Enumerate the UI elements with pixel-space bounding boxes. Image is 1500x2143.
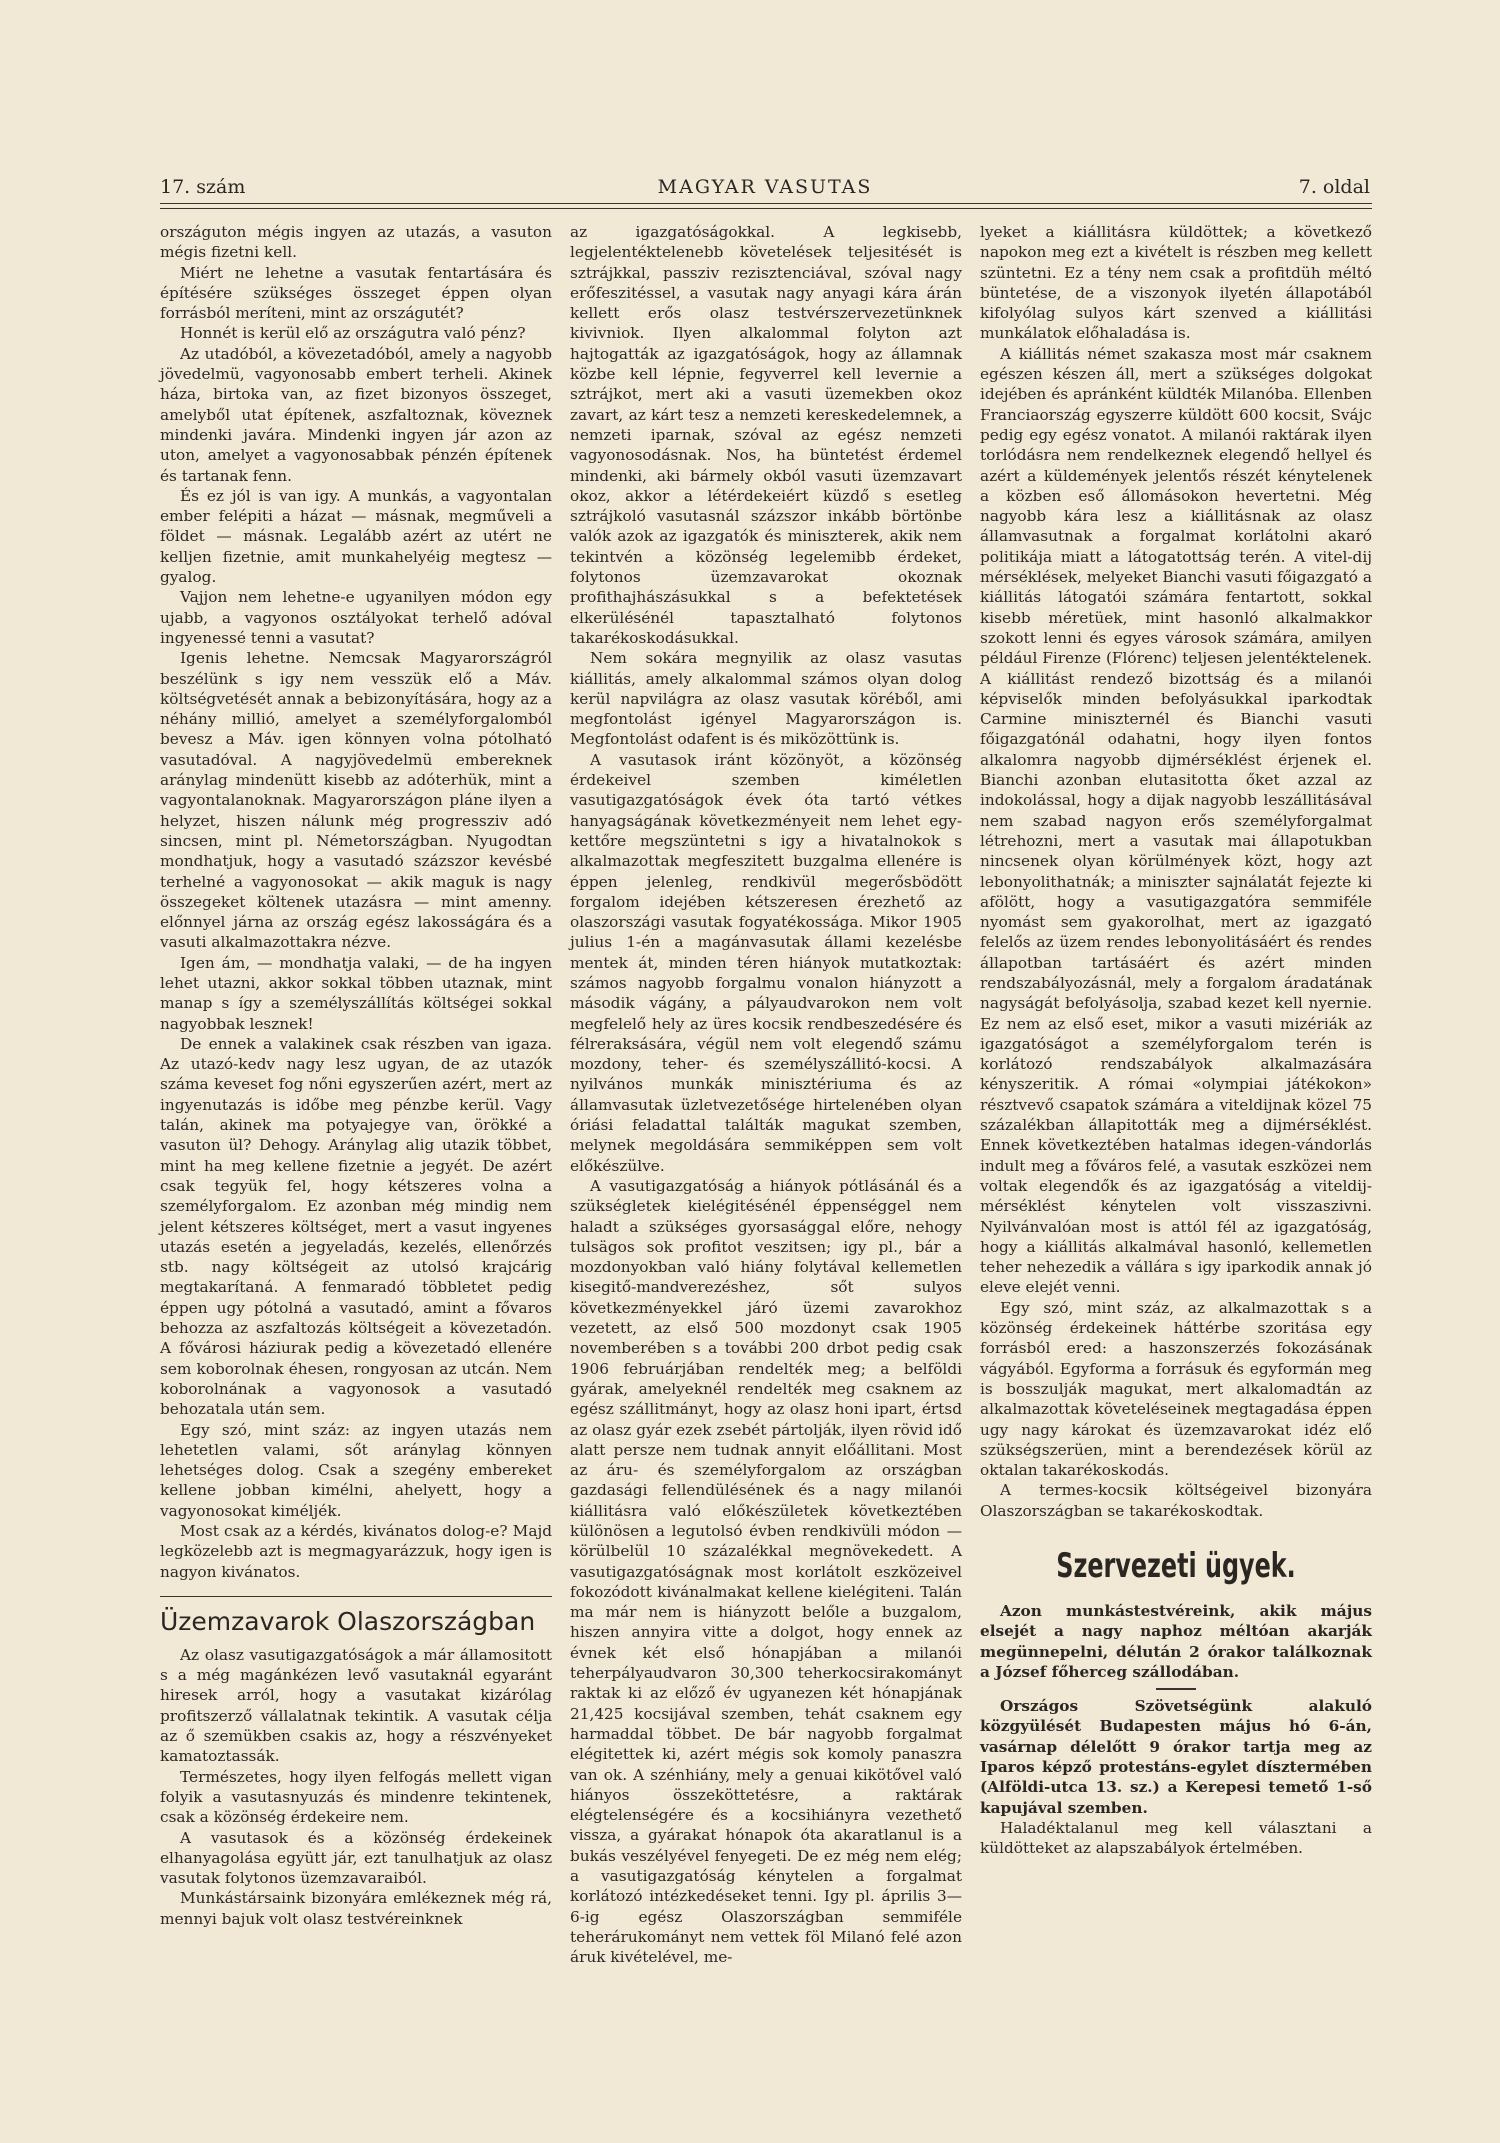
page-header — [160, 176, 1370, 198]
paragraph: Igen ám, — mondhatja valaki, — de ha ingyen lehet utazni, akkor sokkal többen utaznak, mint manap s így a személyszállítás költségei sokkal nagyobbak lesznek! — [160, 953, 552, 1033]
section-title: Üzemzavarok Olaszországban — [160, 1606, 536, 1636]
paragraph: Az utadóból, a kövezetadóból, amely a nagyobb jövedelmü, vagyonosabb embert terheli. Akinek háza, birtoka van, az fizet bizonyos összeget, amelyből utat építenek, aszfaltoznak, köveznek mindenki javára. Mindenki ingyen jár azon az uton, amelyet a vagyonosabbak pénzén építenek és tartanak fenn. — [160, 344, 552, 485]
paragraph: A vasutasok és a közönség érdekeinek elhanyagolása együtt jár, ezt tanulhatjuk az olasz vasutak folytonos üzemzavaraiból. — [160, 1828, 552, 1888]
section-title-org: Szervezeti ügyek. — [1056, 1546, 1296, 1586]
paragraph: A kiállitás német szakasza most már csaknem egészen készen áll, mert a szükséges dolgokat idejében és apránként küldték Milanóba. Ellenben Franciaország egyszerre küldött 600 kocsit, Svájc pedig egy egész vonatot. A milanói raktárak ilyen torlódásra nem rendelkeznek elegendő hellyel és azért a küldemények jelentős részét kénytelenek a közben eső állomásokon hevertetni. Még nagyobb kára lesz a kiállitásnak az olasz államvasutnak a forgalmat korlátolni akaró politikája miatt a látogatottság terén. A vitel-dij mérséklések, melyeket Bianchi vasuti főigazgató a kiállitás látogatói számára fentartott, sokkal kisebb méretüek, mint hasonló alkalmakkor szokott lenni és egyes városok számára, amilyen például Firenze (Flórenc) teljesen jelentéktelenek. A kiállitást rendező bizottság és a milanói képviselők minden befolyásukkal iparkodtak Carmine miniszternél és Bianchi vasuti főigazgatónál odahatni, hogy ilyen fontos alkalomra nagyobb dijmérséklést érjenek el. Bianchi azonban elutasitotta őket azzal az indokolással, hogy a dijak nagyobb leszállitásával nem szabad nagyon erős személyforgalmat létrehozni, mert a vasutak mai állapotukban nincsenek olyan körülmények közt, hogy azt lebonyolithatnák; a miniszter sajnálatát fejezte ki afölött, hogy a vasutigazgatóra semmiféle nyomást sem gyakorolhat, mert az igazgató felelős az üzem rendes lebonyolitásáért és rendes állapotban tartásáért és azért minden rendszabályozásnál, mely a forgalom áradatának nagyságát befolyásolja, szabad kezet kell nyernie. Ez nem az első eset, mikor a vasuti mizériák az igazgatóságot a személyforgalom terén is korlátozó rendszabályok alkalmazására kényszeritik. A római «olympiai játékokon» résztvevő csapatok számára a viteldijnak közel 75 százalékban állapitották meg a dijmérséklést. Ennek következtében hatalmas idegen-vándorlás indult meg a főváros felé, a vasutak eszközei nem voltak elegendők és az igazgatóság a viteldij-mérséklést kénytelen volt visszaszivni. Nyilvánvalóan most is attól fél az igazgatóság, hogy a kiállitás alkalmával hasonló, kellemetlen teher nehezedik a vállára s igy iparkodik annak jó eleve elejét venni. — [980, 344, 1372, 1297]
announcement: Országos Szövetségünk alakuló közgyülését Budapesten május hó 6-án, vasárnap délelőtt 9 órakor tartja meg az Iparos képző protestáns-egylet dísztermében (Alföldi-utca 13. sz.) a Kerepesi temető 1-ső kapujával szemben. — [980, 1697, 1372, 1817]
paragraph: De ennek a valakinek csak részben van igaza. Az utazó-kedv nagy lesz ugyan, de az utazók száma keveset fog nőni egyszerűen azért, mert az ingyenutazás is időbe meg pénzbe kerül. Vagy talán, akinek ma potyajegye van, örökké a vasuton ül? Dehogy. Aránylag alig utazik többet, mint ha meg kellene fizetnie a jegyét. De azért csak tegyük fel, hogy kétszeres volna a személyforgalom. Ez azonban még mindig nem jelent kétszeres költséget, mert a vasut ingyenes utazás esetén a jegyeladás, kezelés, ellenőrzés stb. nagy költségeit az utolsó krajcárig megtakarítaná. A fenmaradó többletet pedig éppen ugy pótolná a vasutadó, amint a fővaros behozza az aszfaltozás költségeit a kövezetadón. A fővárosi háziurak pedig a kövezetadó ellenére sem koborolnak éhesen, rongyosan az utcán. Nem koborolnának a vagyonosok a vasutadó behozatala után sem. — [160, 1034, 552, 1419]
short-divider — [1156, 1688, 1196, 1690]
paragraph: az igazgatóságokkal. A legkisebb, legjelentéktelenebb követelések teljesitését is sztrájkkal, passziv rezisztenciával, szóval nagy erőfeszitéssel, a vasutak nagy anyagi kára árán kellett erős olasz testvérszervezetünknek kivivniok. Ilyen alkalommal folyton azt hajtogatták az igazgatóságok, hogy az államnak közbe kell lépnie, fegyverrel kell levernie a sztrájkot, mert aki a vasuti üzemekben okoz zavart, az kárt tesz a nemzeti kereskedelemnek, a nemzeti iparnak, szóval az egész nemzeti vagyonosodásnak. Nos, ha büntetést érdemel mindenki, aki bármely okból vasuti üzemzavart okoz, akkor a létérdekeiért küzdő s esetleg sztrájkoló vasutasnál százszor inkább börtönbe valók azok az igazgatók és miniszterek, akik nem tekintvén a közönség legelemibb érdeket, folytonos üzemzavarokat okoznak profithajhászásukkal s a befektetések elkerülésénél tapasztalható folytonos takarékoskodásukkal. — [570, 223, 962, 647]
paragraph: Miért ne lehetne a vasutak fentartására és építésére szükséges összeget éppen olyan forrásból meríteni, mint az országutét? — [160, 263, 552, 323]
header-rule — [160, 203, 1372, 204]
header-rule-double — [160, 208, 1372, 209]
column-2 — [570, 222, 962, 1968]
column-3 — [980, 222, 1372, 1859]
paragraph: Haladéktalanul meg kell választani a küldötteket az alapszabályok értelmében. — [980, 1818, 1372, 1858]
announcement: Azon munkástestvéreink, akik május elsejét a nagy naphoz méltóan akarják megünnepelni, délután 2 órakor találkoznak a József főherceg szállodában. — [980, 1602, 1372, 1681]
paragraph: És ez jól is van igy. A munkás, a vagyontalan ember felépiti a házat — másnak, megműveli a földet — másnak. Legalább azért az utért ne kelljen fizetnie, amit munkahelyéig megtesz — gyalog. — [160, 486, 552, 587]
paragraph: Az olasz vasutigazgatóságok a már államositott s a még magánkézen levő vasutaknál egyaránt hiresek arról, hogy a vasutakat kizárólag profitszerző vállalatnak tekintik. A vasutak célja az ő szemükben csakis az, hogy a részvényeket kamatoztassák. — [160, 1645, 552, 1766]
article-divider — [160, 1596, 552, 1597]
paragraph: országuton mégis ingyen az utazás, a vasuton mégis fizetni kell. — [160, 223, 552, 262]
paragraph: lyeket a kiállitásra küldöttek; a következő napokon meg ezt a kivételt is részben meg kellett szüntetni. Ez a tény nem csak a profitdüh méltó büntetése, de a viszonyok ilyetén állapotából kifolyólag sulyos kárt szenved a kiállitási munkálatok előhaladása is. — [980, 223, 1372, 343]
paragraph: Egy szó, mint száz, az alkalmazottak s a közönség érdekeinek háttérbe szoritása egy forrásból ered: a haszonszerzés fokozásának vágyából. Egyforma a forrásuk és egyformán meg is bosszulják magukat, mert alkalomadtán az alkalmazottak követeléseinek megtagadása éppen ugy nagy károkat és üzemzavarokat idéz elő szükségszerüen, mint a berendezések körül az oktalan takarékoskodás. — [980, 1298, 1372, 1480]
column-1 — [160, 222, 552, 1929]
paragraph: Honnét is kerül elő az országutra való pénz? — [180, 324, 526, 343]
newspaper-title: MAGYAR VASUTAS — [657, 176, 873, 198]
paragraph: Nem sokára megnyilik az olasz vasutas kiállitás, amely alkalommal számos olyan dolog kerül napvilágra az olasz vasutak köréből, ami megfontolást igényel Magyarországon is. Megfontolást odafent is és miközöttünk is. — [570, 649, 962, 749]
paragraph: Vajjon nem lehetne-e ugyanilyen módon egy ujabb, a vagyonos osztályokat terhelő adóval ingyenessé tenni a vasutat? — [160, 588, 552, 647]
paragraph: Egy szó, mint száz: az ingyen utazás nem lehetetlen valami, sőt aránylag könnyen lehetséges dolog. Csak a szegény embereket kellene jobban kimélni, ahelyett, hogy a vagyonosokat kiméljék. — [160, 1420, 552, 1520]
issue-number: 17. szám — [160, 176, 246, 198]
paragraph: Munkástársaink bizonyára emlékeznek még rá, mennyi bajuk volt olasz testvéreinknek — [160, 1889, 552, 1928]
paragraph: A vasutigazgatóság a hiányok pótlásánál és a szükségletek kielégitésénél éppenséggel nem haladt a szükséges gyorsasággal előre, nehogy tulsägos sok profitot veszitsen; igy pl., bár a mozdonyokban való hiány folytával kellemetlen kisegitő-mandverezéshez, sőt sulyos következményekkel járó üzemi zavarokhoz vezetett, az első 500 mozdonyt csak 1905 novemberében s a további 200 drbot pedig csak 1906 februárjában rendelték meg; a belföldi gyárak, amelyeknél rendelték meg csaknem az egész szállitmányt, hogy az olasz honi ipart, értsd az olasz gyár ezek zsebét pártolják, ilyen rövid idő alatt persze nem tudnak annyit előállitani. Most az áru- és személyforgalom az országban gazdasági fellendülésének és a nagy milanói kiállitásra való előkészületek következtében különösen a legutolsó évben rendkivüli módon — körülbelül 10 százalékkal megnövekedett. A vasutigazgatóságnak most korlátolt eszközeivel fokozódott kivánalmakat kellene kielégiteni. Talán ma már nem is hiányzott belőle a buzgalom, hiszen annyira vitte a dolgot, hogy ennek az évnek két első hónapjában a milanói teherpályaudvaron 30,300 teherkocsirakományt raktak ki az előző év ugyanezen két hónapjának 21,425 kocsijával szemben, tehát csaknem egy harmaddal többet. De bár nagyobb forgalmat elégitettek ki, azért mégis sok komoly panaszra van ok. A szénhiány, mely a genuai kikötővel való hiányos összeköttetésre, a raktárak elégtelenségére és a kocsihiányra vezethető vissza, a gyárakat hónapok óta akaratlanul is a bukás veszélyével fenyegeti. De ez még nem elég; a vasutigazgatóság kénytelen a forgalmat korlátozó intézkedéseket tenni. Igy pl. április 3—6-ig egész Olaszországban semmiféle teherárukományt nem vettek föl Milanó felé azon áruk kivételével, me- — [570, 1176, 962, 1967]
paragraph: A termes-kocsik költségeivel bizonyára Olaszországban se takarékoskodtak. — [980, 1481, 1372, 1520]
paragraph: Most csak az a kérdés, kivánatos dolog-e? Majd legközelebb azt is megmagyarázzuk, hogy igen is nagyon kivánatos. — [160, 1522, 552, 1581]
paragraph: Igenis lehetne. Nemcsak Magyarországról beszélünk s igy nem vesszük elő a Máv. költségvetését annak a bebizonyítására, hogy az a néhány millió, amelyet a személyforgalomból bevesz a Máv. igen könnyen volna pótolható vasutadóval. A nagyjövedelmü embereknek aránylag mindenütt kisebb az adóterhük, mint a vagyontalanoknak. Magyarországon pláne ilyen a helyzet, hiszen nálunk még progressziv adó sincsen, mint pl. Németországban. Nyugodtan mondhatjuk, hogy a vasutadó százszor kevésbé terhelné a vagyonosokat — akik maguk is nagy összegeket költenek utazásra — mint amenny. előnnyel járna az ország egész lakosságára és a vasuti alkalmazottakra nézve. — [160, 649, 552, 952]
paragraph: Természetes, hogy ilyen felfogás mellett vigan folyik a vasutasnyuzás és mindenre tekintenek, csak a közönség érdekeire nem. — [160, 1767, 552, 1827]
page-number: 7. oldal — [1298, 176, 1370, 198]
paragraph: A vasutasok iránt közönyöt, a közönség érdekeivel szemben kiméletlen vasutigazgatóságok évek óta tartó vétkes hanyagságának következményeit nem lehet egy-kettőre megszüntetni s igy a hivatalnokok s alkalmazottak megfeszitett buzgalma ellenére is éppen jelenleg, rendkivül megerősbödött forgalom idejében kétszeresen érezhető az olaszországi vasutak fogyatékossága. Mikor 1905 julius 1-én a magánvasutak állami kezelésbe mentek át, minden téren hiányok mutatkoztak: számos nagyobb forgalmu vonalon hiányzott a második vágány, a pályaudvarokon nem volt megfelelő hely az üres kocsik rendbeszedésére és félreraksására, végül nem volt elegendő számu mozdony, teher- és személyszállitó-kocsi. A nyilvános munkák minisztériuma és az államvasutak üzletvezetősége hirtelenében olyan óriási feladattal találták magukat szemben, melynek megoldására semmiképpen sem volt előkészülve. — [570, 750, 962, 1175]
